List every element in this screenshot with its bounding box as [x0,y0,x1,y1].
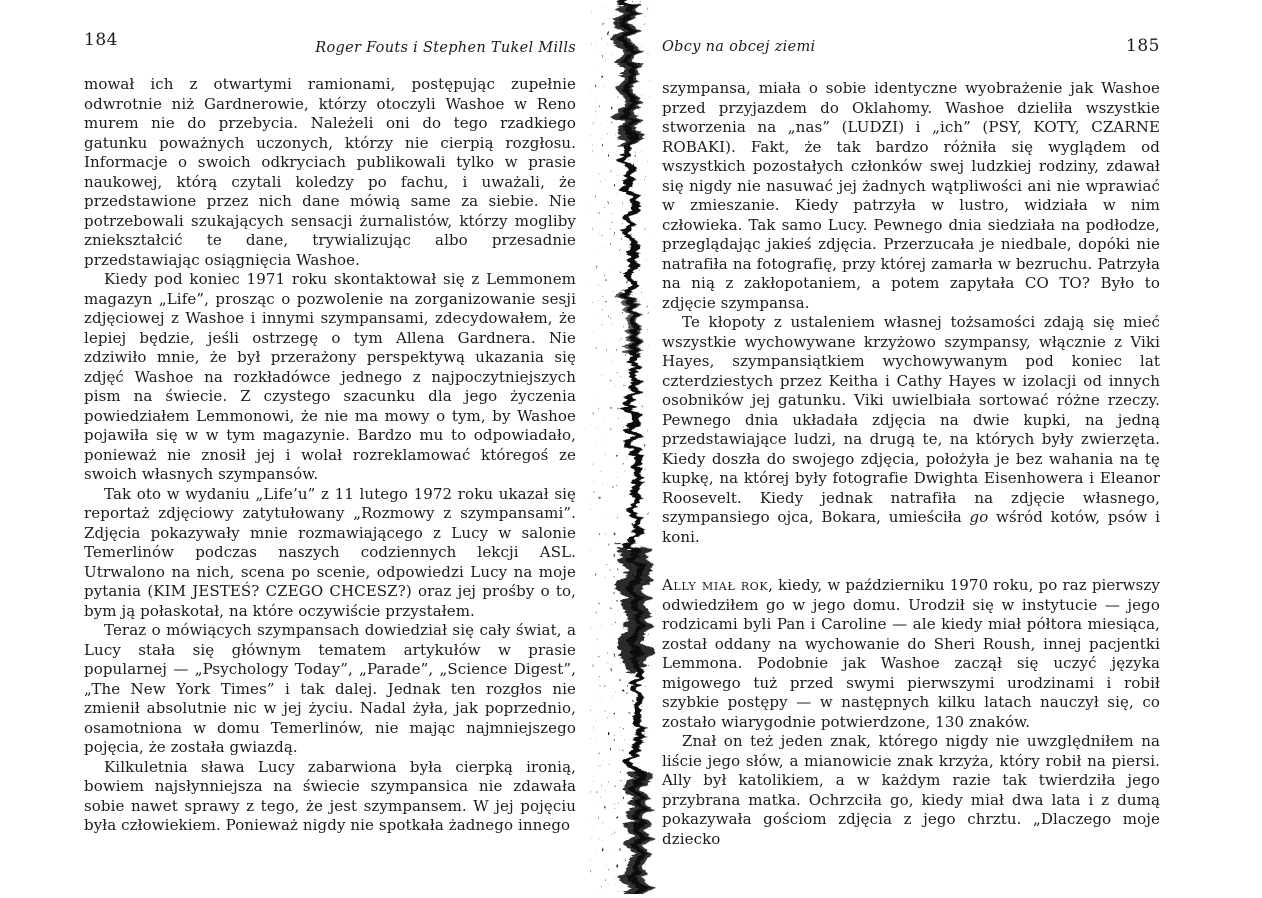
page-number: 184 [84,30,118,50]
right-page-body [662,79,1160,849]
paragraph-text: wśród kotów, psów i koni. [662,508,1160,546]
running-head: Obcy na obcej ziemi [662,39,816,55]
paragraph [662,576,1160,732]
paragraph: Kilkuletnia sława Lucy zabarwiona była cierpką ironią, bowiem najsłynniejsza na świecie szympansica nie zdawała sobie nawet sprawy z tego, że jest szympansem. W jej pojęciu była człowiekiem. Ponieważ nigdy nie spotkała żadnego innego [84,757,576,834]
left-page-body [84,75,576,836]
paragraph: Teraz o mówiących szympansach dowiedział się cały świat, a Lucy stała się głównym tematem artykułów w prasie popularnej — „Psychology Today”, „Parade”, „Science Digest”, „The New York Times” i tak dalej. Jednak ten rozgłos nie zmienił absolutnie nic w jej życiu. Nadal żyła, jak poprzednio, osamotniona w domu Temerlinów, nie mając najmniejszego pojęcia, że została gwiazdą. [84,621,576,756]
right-page [662,36,1160,849]
paragraph-text: Te kłopoty z ustaleniem własnej tożsamości zdają się mieć wszystkie wychowywane krzyżowo szympansy, włącznie z Viki Hayes, szympansiątkiem wychowywanym pod koniec lat czterdziestych przez Keitha i Cathy Hayes w izolacji od innych osobników jej gatunku. Viki uwielbiała sortować różne rzeczy. Pewnego dnia układała zdjęcia na dwie kupki, na jedną przedstawiające ludzi, na drugą te, na których były zwierzęta. Kiedy doszła do swojego zdjęcia, położyła je bez wahania na tę kupkę, na której były fotografie Dwighta Eisenhowera i Eleanor Roosevelt. Kiedy jednak natrafiła na zdjęcie własnego, szympansiego ojca, Bokara, umieściła [662,313,1160,526]
paragraph: Kiedy pod koniec 1971 roku skontaktował się z Lemmonem magazyn „Life”, prosząc o pozwolenie na zorganizowanie sesji zdjęciowej z Washoe i innymi szympansami, zdecydowałem, że lepiej będzie, jeśli ostrzegę o tym Allena Gardnera. Nie zdziwiło mnie, że był przerażony perspektywą ukazania się zdjęć Washoe na rozkładówce jednego z najpoczytniejszych pism na świecie. Z czystego szacunku dla jego życzenia powiedziałem Lemmonowi, że nie ma mowy o tym, by Washoe pojawiła się w w tym magazynie. Bardzo mu to odpowiadało, ponieważ nie znosił jej i wolał rozreklamować któregoś ze swoich własnych szympansów. [84,270,576,483]
left-page [84,30,576,836]
paragraph: Znał on też jeden znak, którego nigdy nie uwzględniłem na liście jego słów, a mianowicie znak krzyża, który robił na piersi. Ally był katolikiem, a w każdym razie tak twierdziła jego przybrana matka. Ochrzciła go, kiedy miał dwa lata i z dumą pokazywała gościom zdjęcia z jego chrztu. „Dlaczego moje dziecko [662,732,1160,848]
book-gutter-shadow [580,0,660,894]
paragraph: mował ich z otwartymi ramionami, postępując zupełnie odwrotnie niż Gardnerowie, którzy otoczyli Washoe w Reno murem nie do przebycia. Należeli oni do tego rzadkiego gatunku poważnych uczonych, którzy nie cierpią rozgłosu. Informacje o swoich odkryciach publikowali tylko w prasie naukowej, którą czytali koledzy po fachu, i uważali, że przedstawione przez nich dane mówią same za siebie. Nie potrzebowali szukających sensacji żurnalistów, którzy mogliby zniekształcić te dane, trywializując albo przesadnie przedstawiając osiągnięcia Washoe. [84,75,576,269]
paragraph [662,313,1160,547]
section-lead-smallcaps: Ally miał rok [662,576,769,594]
paragraph-text-italic: go [969,508,989,526]
left-page-header [84,30,576,56]
right-page-header [662,36,1160,56]
paragraph: szympansa, miała o sobie identyczne wyobrażenie jak Washoe przed przyjazdem do Oklahomy. Washoe dzieliła wszystkie stworzenia na „nas” (LUDZI) i „ich” (PSY, KOTY, CZARNE ROBAKI). Fakt, że tak bardzo różniła się wyglądem od wszystkich pozostałych członków swej ludzkiej rodziny, zdawał się nigdy nie nasuwać jej żadnych wątpliwości ani nie wprawiać w zmieszanie. Kiedy patrzyła w lustro, widziała w nim człowieka. Tak samo Lucy. Pewnego dnia siedziała na podłodze, przeglądając jakieś zdjęcia. Przerzucała je niedbale, dopóki nie natrafiła na fotografię, przy której zamarła w bezruchu. Patrzyła na nią z zakłopotaniem, a potem zapytała CO TO? Było to zdjęcie szympansa. [662,79,1160,312]
paragraph-text: , kiedy, w październiku 1970 roku, po raz pierwszy odwiedziłem go w jego domu. Urodził się w instytucie — jego rodzicami byli Pan i Caroline — ale kiedy miał półtora miesiąca, został oddany na wychowanie do Sheri Roush, innej pacjentki Lemmona. Podobnie jak Washoe zaczął się uczyć języka migowego tuż przed swymi pierwszymi urodzinami i robił szybkie postępy — w następnych kilku latach nauczył się, co zostało wiarygodnie potwierdzone, 130 znaków. [662,576,1160,731]
gutter-noise-graphic [580,0,660,894]
running-head: Roger Fouts i Stephen Tukel Mills [315,40,576,56]
paragraph: Tak oto w wydaniu „Life’u” z 11 lutego 1972 roku ukazał się reportaż zdjęciowy zatytułowany „Rozmowy z szympansami”. Zdjęcia pokazywały mnie rozmawiającego z Lucy w salonie Temerlinów podczas naszych codziennych lekcji ASL. Utrwalono na nich, scena po scenie, odpowiedzi Lucy na moje pytania (KIM JESTEŚ? CZEGO CHCESZ?) oraz jej prośby o to, bym ją połaskotał, na które oczywiście przystałem. [84,484,576,620]
page-number: 185 [1126,36,1160,56]
